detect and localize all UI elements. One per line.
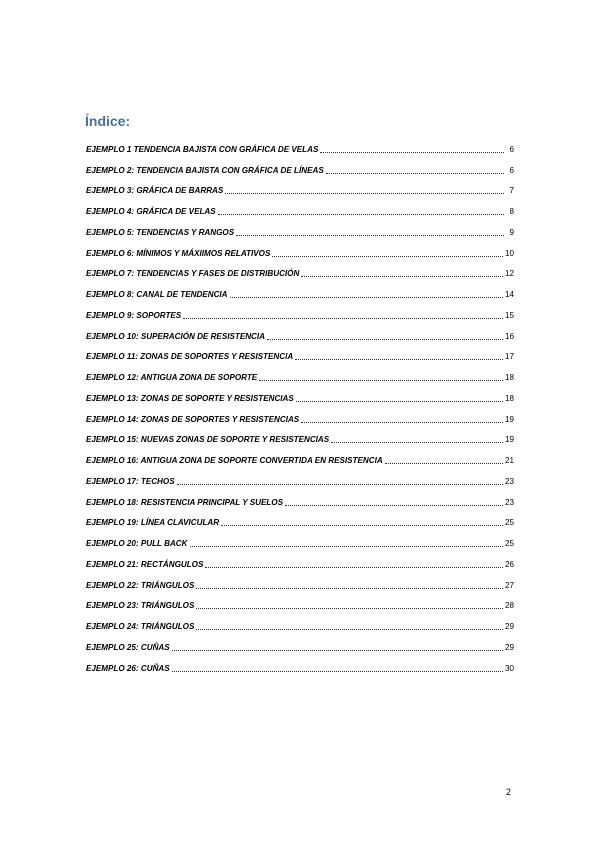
toc-entry-page: 18 xyxy=(504,393,514,403)
toc-entry[interactable] xyxy=(86,653,514,674)
toc-entry-page: 14 xyxy=(504,290,514,299)
toc-entry-label: EJEMPLO 16: ANTIGUA ZONA DE SOPORTE CONVERTIDA EN RESISTENCIA xyxy=(86,456,383,465)
toc-dot-leader xyxy=(385,462,503,464)
toc-entry[interactable] xyxy=(86,508,514,529)
toc-entry-page: 8 xyxy=(509,207,514,216)
toc-entry[interactable] xyxy=(86,196,514,217)
toc-entry-label: EJEMPLO 6: MÍNIMOS Y MÁXIIMOS RELATIVOS xyxy=(86,248,271,258)
toc-entry-page: 17 xyxy=(504,352,514,362)
toc-dot-leader xyxy=(183,317,503,319)
toc-dot-leader xyxy=(205,566,503,568)
toc-entry-label: EJEMPLO 8: CANAL DE TENDENCIA xyxy=(86,290,228,299)
toc-entry-label: EJEMPLO 17: TECHOS xyxy=(86,476,175,486)
toc-entry-label: EJEMPLO 4: GRÁFICA DE VELAS xyxy=(86,207,216,216)
toc-entry-label: EJEMPLO 24: TRIÁNGULOS xyxy=(86,622,195,631)
toc-entry-label: EJEMPLO 10: SUPERACIÓN DE RESISTENCIA xyxy=(86,331,265,341)
toc-entry[interactable] xyxy=(86,300,514,321)
toc-entry-label: EJEMPLO 7: TENDENCIAS Y FASES DE DISTRIBUCIÓN xyxy=(86,269,300,279)
toc-dot-leader xyxy=(196,587,503,589)
toc-dot-leader xyxy=(196,628,503,630)
toc-entry[interactable] xyxy=(86,466,514,487)
toc-dot-leader xyxy=(272,255,503,257)
toc-dot-leader xyxy=(285,504,503,506)
toc-dot-leader xyxy=(230,296,503,298)
toc-entry[interactable] xyxy=(86,217,514,238)
toc-dot-leader xyxy=(267,338,503,340)
toc-entry-page: 15 xyxy=(504,310,514,320)
toc-entry-page: 19 xyxy=(504,435,514,445)
toc-entry-label: EJEMPLO 5: TENDENCIAS Y RANGOS xyxy=(86,227,235,237)
toc-entry-label: EJEMPLO 15: NUEVAS ZONAS DE SOPORTE Y RESISTENCIAS xyxy=(86,435,330,445)
toc-entry[interactable] xyxy=(86,611,514,632)
toc-entry[interactable] xyxy=(86,591,514,612)
toc-entry-page: 16 xyxy=(504,331,514,341)
toc-dot-leader xyxy=(326,172,504,174)
toc-entry[interactable] xyxy=(86,404,514,425)
toc-entry-page: 10 xyxy=(504,248,514,258)
toc-entry[interactable] xyxy=(86,425,514,446)
toc-entry-page: 18 xyxy=(504,373,514,382)
toc-entry-page: 19 xyxy=(504,414,514,424)
toc-entry[interactable] xyxy=(86,445,514,466)
toc-dot-leader xyxy=(259,379,503,381)
toc-entry-page: 6 xyxy=(509,144,514,154)
toc-entry[interactable] xyxy=(86,487,514,508)
toc-entry[interactable] xyxy=(86,549,514,570)
toc-entry-label: EJEMPLO 11: ZONAS DE SOPORTES Y RESISTENCIA xyxy=(86,352,294,362)
toc-entry-label: EJEMPLO 13: ZONAS DE SOPORTE Y RESISTENCIAS xyxy=(86,393,294,403)
toc-entry-page: 25 xyxy=(504,539,514,548)
toc-entry-label: EJEMPLO 14: ZONAS DE SOPORTES Y RESISTENCIAS xyxy=(86,414,300,424)
toc-entry-page: 9 xyxy=(509,227,514,237)
toc-dot-leader xyxy=(296,400,503,402)
toc-entry-page: 29 xyxy=(504,622,514,631)
toc-entry-page: 28 xyxy=(504,601,514,611)
toc-entry-label: EJEMPLO 9: SOPORTES xyxy=(86,310,182,320)
toc-title: Índice: xyxy=(85,113,131,129)
toc-entry[interactable] xyxy=(86,134,514,155)
toc-entry-page: 25 xyxy=(504,518,514,528)
toc-entry[interactable] xyxy=(86,632,514,653)
toc-entry[interactable] xyxy=(86,155,514,176)
toc-dot-leader xyxy=(301,275,503,277)
toc-dot-leader xyxy=(236,234,504,236)
toc-dot-leader xyxy=(196,607,503,609)
toc-entry-page: 6 xyxy=(509,165,514,175)
toc-entry-page: 21 xyxy=(504,456,514,465)
toc-entry-label: EJEMPLO 25: CUÑAS xyxy=(86,642,170,652)
toc-entry-label: EJEMPLO 21: RECTÁNGULOS xyxy=(86,559,204,569)
toc-dot-leader xyxy=(295,358,503,360)
toc-entry[interactable] xyxy=(86,259,514,280)
toc-list xyxy=(86,134,514,674)
toc-entry[interactable] xyxy=(86,383,514,404)
toc-entry[interactable] xyxy=(86,279,514,300)
toc-dot-leader xyxy=(301,421,503,423)
toc-entry-label: EJEMPLO 18: RESISTENCIA PRINCIPAL Y SUELOS xyxy=(86,497,283,507)
toc-entry[interactable] xyxy=(86,528,514,549)
toc-entry[interactable] xyxy=(86,176,514,197)
toc-dot-leader xyxy=(177,483,503,485)
toc-entry-page: 12 xyxy=(504,269,514,279)
toc-entry-label: EJEMPLO 3: GRÁFICA DE BARRAS xyxy=(86,186,224,196)
toc-entry[interactable] xyxy=(86,321,514,342)
toc-entry[interactable] xyxy=(86,570,514,591)
toc-entry-page: 29 xyxy=(504,642,514,652)
toc-entry-label: EJEMPLO 1 TENDENCIA BAJISTA CON GRÁFICA DE VELAS xyxy=(86,144,319,154)
toc-dot-leader xyxy=(320,151,504,153)
toc-entry-page: 30 xyxy=(504,663,514,673)
toc-entry-page: 23 xyxy=(504,476,514,486)
toc-entry-label: EJEMPLO 23: TRIÁNGULOS xyxy=(86,601,195,611)
toc-dot-leader xyxy=(218,213,504,215)
toc-entry-label: EJEMPLO 26: CUÑAS xyxy=(86,663,170,673)
toc-dot-leader xyxy=(225,192,504,194)
toc-entry-page: 27 xyxy=(504,580,514,590)
toc-entry-page: 23 xyxy=(504,497,514,507)
toc-entry-page: 26 xyxy=(504,559,514,569)
page-number: 2 xyxy=(506,787,512,797)
toc-entry[interactable] xyxy=(86,362,514,383)
toc-entry-label: EJEMPLO 2: TENDENCIA BAJISTA CON GRÁFICA DE LÍNEAS xyxy=(86,165,324,175)
toc-dot-leader xyxy=(172,649,503,651)
toc-dot-leader xyxy=(331,441,503,443)
toc-dot-leader xyxy=(190,545,503,547)
toc-entry-label: EJEMPLO 22: TRIÁNGULOS xyxy=(86,580,195,590)
toc-entry[interactable] xyxy=(86,342,514,363)
toc-entry[interactable] xyxy=(86,238,514,259)
toc-entry-label: EJEMPLO 20: PULL BACK xyxy=(86,539,188,548)
toc-entry-label: EJEMPLO 12: ANTIGUA ZONA DE SOPORTE xyxy=(86,373,258,382)
toc-dot-leader xyxy=(172,670,503,672)
toc-entry-label: EJEMPLO 19: LÍNEA CLAVICULAR xyxy=(86,518,220,528)
toc-entry-page: 7 xyxy=(509,186,514,196)
toc-dot-leader xyxy=(221,524,503,526)
